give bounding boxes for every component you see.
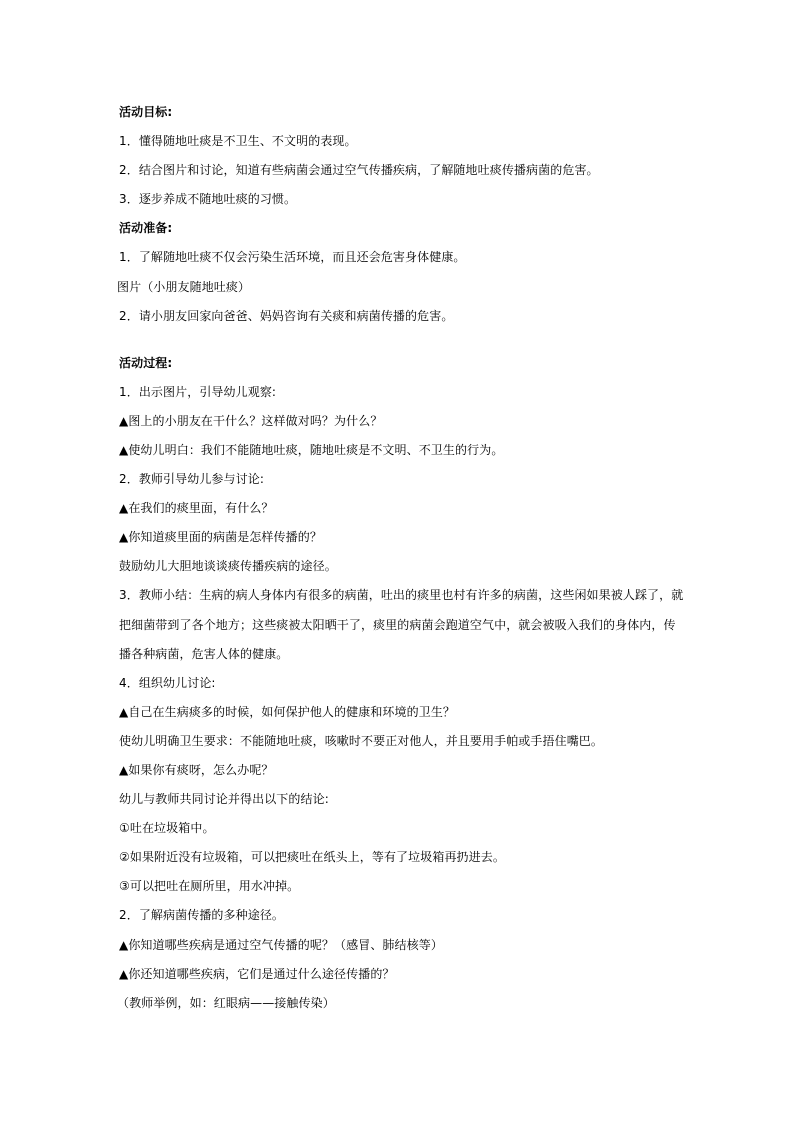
process-item-16: ①吐在垃圾箱中。: [119, 821, 215, 835]
process-item-4: 2．教师引导幼儿参与讨论:: [119, 472, 264, 486]
process-item-11: 4．组织幼儿讨论:: [119, 676, 216, 690]
process-item-13: 使幼儿明确卫生要求：不能随地吐痰，咳嗽时不要正对他人，并且要用手帕或手捂住嘴巴。: [119, 734, 604, 748]
goals-item-2: 2．结合图片和讨论，知道有些病菌会通过空气传播疾病，了解随地吐痰传播病菌的危害。: [119, 163, 599, 177]
preparation-heading: 活动准备:: [119, 221, 173, 235]
process-heading: 活动过程:: [119, 356, 173, 370]
process-item-14: ▲如果你有痰呀，怎么办呢？: [119, 763, 274, 777]
process-item-6: ▲你知道痰里面的病菌是怎样传播的？: [119, 530, 322, 544]
process-item-12: ▲自己在生病痰多的时候，如何保护他人的健康和环境的卫生？: [119, 705, 456, 719]
process-item-2: ▲图上的小朋友在干什么？这样做对吗？为什么？: [119, 414, 383, 428]
process-item-7: 鼓励幼儿大胆地谈谈痰传播疾病的途径。: [119, 559, 337, 573]
process-item-21: ▲你还知道哪些疾病，它们是通过什么途径传播的？: [119, 967, 395, 981]
process-item-3: ▲使幼儿明白：我们不能随地吐痰，随地吐痰是不文明、不卫生的行为。: [119, 443, 504, 457]
process-item-19: 2．了解病菌传播的多种途径。: [119, 908, 285, 922]
goals-heading: 活动目标:: [119, 105, 173, 119]
process-item-8: 3．教师小结：生病的病人身体内有很多的病菌，吐出的痰里也村有许多的病菌，这些闲如果被人踩了，就: [119, 588, 684, 602]
process-item-18: ③可以把吐在厕所里，用水冲掉。: [119, 879, 300, 893]
preparation-item-1: 1．了解随地吐痰不仅会污染生活环境，而且还会危害身体健康。: [119, 250, 466, 264]
process-item-20: ▲你知道哪些疾病是通过空气传播的呢？（感冒、肺结核等）: [119, 938, 443, 952]
preparation-item-3: 2．请小朋友回家向爸爸、妈妈咨询有关痰和病菌传播的危害。: [119, 309, 454, 323]
process-item-10: 播各种病菌，危害人体的健康。: [119, 647, 289, 661]
process-item-17: ②如果附近没有垃圾箱，可以把痰吐在纸头上，等有了垃圾箱再扔进去。: [119, 850, 505, 864]
process-item-5: ▲在我们的痰里面，有什么？: [119, 501, 274, 515]
preparation-item-2: 图片（小朋友随地吐痰）: [117, 280, 251, 294]
goals-item-1: 1．懂得随地吐痰是不卫生、不文明的表现。: [119, 134, 357, 148]
process-item-22: （教师举例，如：红眼病——接触传染）: [117, 996, 335, 1010]
process-item-9: 把细菌带到了各个地方；这些痰被太阳晒干了，痰里的病菌会跑道空气中，就会被吸入我们的身体内，传: [119, 618, 676, 632]
process-item-1: 1．出示图片，引导幼儿观察:: [119, 385, 277, 399]
process-item-15: 幼儿与教师共同讨论并得出以下的结论:: [119, 792, 329, 806]
goals-item-3: 3．逐步养成不随地吐痰的习惯。: [119, 192, 297, 206]
